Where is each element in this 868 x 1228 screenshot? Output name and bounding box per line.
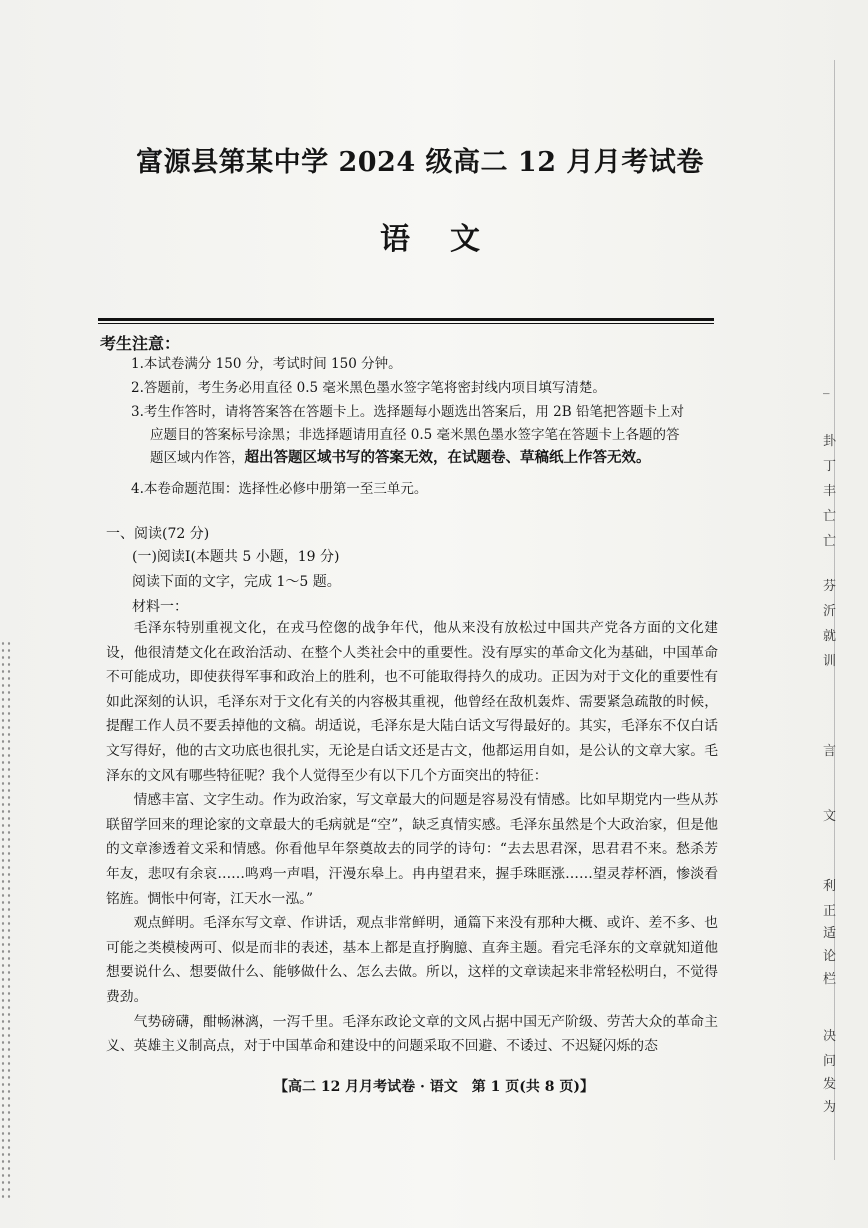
passage [106, 616, 718, 1059]
passage-paragraph-1: 毛泽东特别重视文化，在戎马倥偬的战争年代，他从来没有放松过中国共产党各方面的文化建设，他很清楚文化在政治活动、在整个人类社会中的重要性。没有厚实的革命文化为基础，中国革命不可能成功，即使获得军事和政治上的胜利，也不可能取得持久的成功。正因为对于文化的重要性有如此深刻的认识，毛泽东对于文化有关的内容极其重视，他曾经在敌机轰炸、需要紧急疏散的时候，提醒工作人员不要丢掉他的文稿。胡适说，毛泽东是大陆白话文写得最好的。其实，毛泽东不仅白话文写得好，他的古文功底也很扎实，无论是白话文还是古文，他都运用自如，是公认的文章大家。毛泽东的文风有哪些特征呢？我个人觉得至少有以下几个方面突出的特征： [106, 620, 718, 784]
notice-item-3: 3.考生作答时，请将答案答在答题卡上。选择题每小题选出答案后，用 2B 铅笔把答题卡上对 [131, 404, 684, 420]
side-char: 丁 [823, 459, 837, 474]
side-char: 论 [823, 949, 837, 964]
side-char: 栏 [823, 972, 837, 987]
side-char: 卦 [823, 434, 837, 449]
side-char: 文 [823, 809, 837, 824]
side-char: 为 [823, 1100, 837, 1115]
instruction: 阅读下面的文字，完成 1～5 题。 [132, 574, 341, 590]
side-char: 决 [823, 1029, 837, 1044]
section-heading: 一、阅读(72 分) [106, 526, 210, 542]
side-char: 利 [823, 879, 837, 894]
passage-paragraph-3: 观点鲜明。毛泽东写文章、作讲话，观点非常鲜明，通篇下来没有那种大概、或许、差不多、也可能之类模棱两可、似是而非的表述，基本上都是直抒胸臆、直奔主题。看完毛泽东的文章就知道他想要说什么、想要做什么、能够做什么、怎么去做。所以，这样的文章读起来非常轻松明白，不觉得费劲。 [106, 915, 718, 1005]
side-char: 沂 [823, 604, 837, 619]
notice-heading: 考生注意： [100, 334, 181, 353]
passage-paragraph-2: 情感丰富、文字生动。作为政治家，写文章最大的问题是容易没有情感。比如早期党内一些从苏联留学回来的理论家的文章最大的毛病就是“空”，缺乏真情实感。毛泽东虽然是个大政治家，但是他的文章渗透着文采和情感。你看他早年祭奠故去的同学的诗句：“去去思君深，思君君不来。愁杀芳年友，悲叹有余哀……鸣鸡一声唱，汗漫东皋上。冉冉望君来，握手珠眶涨……望灵荐杯酒，惨淡看铭旌。惆怅中何寄，江天水一泓。” [106, 792, 718, 907]
side-char: _ [823, 380, 830, 395]
subsection-heading: (一)阅读Ⅰ(本题共 5 小题，19 分) [132, 549, 340, 565]
header-rule-thin [98, 323, 714, 324]
notice-item-3-bold: 超出答题区域书写的答案无效，在试题卷、草稿纸上作答无效。 [244, 449, 651, 466]
side-char: 亡 [823, 534, 837, 549]
side-char: 问 [823, 1054, 837, 1069]
adjacent-page-strip [815, 60, 855, 1160]
notice-item-3-normal: 题区域内作答， [150, 450, 245, 466]
side-char: 就 [823, 629, 837, 644]
side-char: 发 [823, 1077, 837, 1092]
binding-dots [0, 640, 12, 1200]
side-char: 芬 [823, 579, 837, 594]
side-char: 亡 [823, 509, 837, 524]
header-rule-thick [98, 318, 714, 321]
notice-item-3-cont2 [150, 447, 651, 469]
exam-title: 富源县第某中学 2024 级高二 12 月月考试卷 [136, 147, 704, 178]
notice-item-3-cont: 应题目的答案标号涂黑；非选择题请用直径 0.5 毫米黑色墨水签字笔在答题卡上各题的答 [150, 427, 680, 443]
notice-item-2: 2.答题前，考生务必用直径 0.5 毫米黑色墨水签字笔将密封线内项目填写清楚。 [131, 380, 606, 396]
passage-paragraph-4: 气势磅礴，酣畅淋漓，一泻千里。毛泽东政论文章的文风占据中国无产阶级、劳苦大众的革命主义、英雄主义制高点，对于中国革命和建设中的问题采取不回避、不诿过、不迟疑闪烁的态 [106, 1013, 718, 1055]
side-char: 言 [823, 744, 837, 759]
side-char: 丰 [823, 484, 837, 499]
subject-title: 语文 [380, 222, 520, 257]
notice-item-4: 4.本卷命题范围：选择性必修中册第一至三单元。 [131, 481, 428, 497]
notice-item-1: 1.本试卷满分 150 分，考试时间 150 分钟。 [131, 356, 402, 372]
side-char: 适 [823, 926, 837, 941]
side-char: 正 [823, 904, 837, 919]
side-char: 训 [823, 654, 837, 669]
material-label: 材料一： [132, 599, 188, 615]
page-footer: 【高二 12 月月考试卷 · 语文 第 1 页(共 8 页)】 [273, 1079, 595, 1095]
